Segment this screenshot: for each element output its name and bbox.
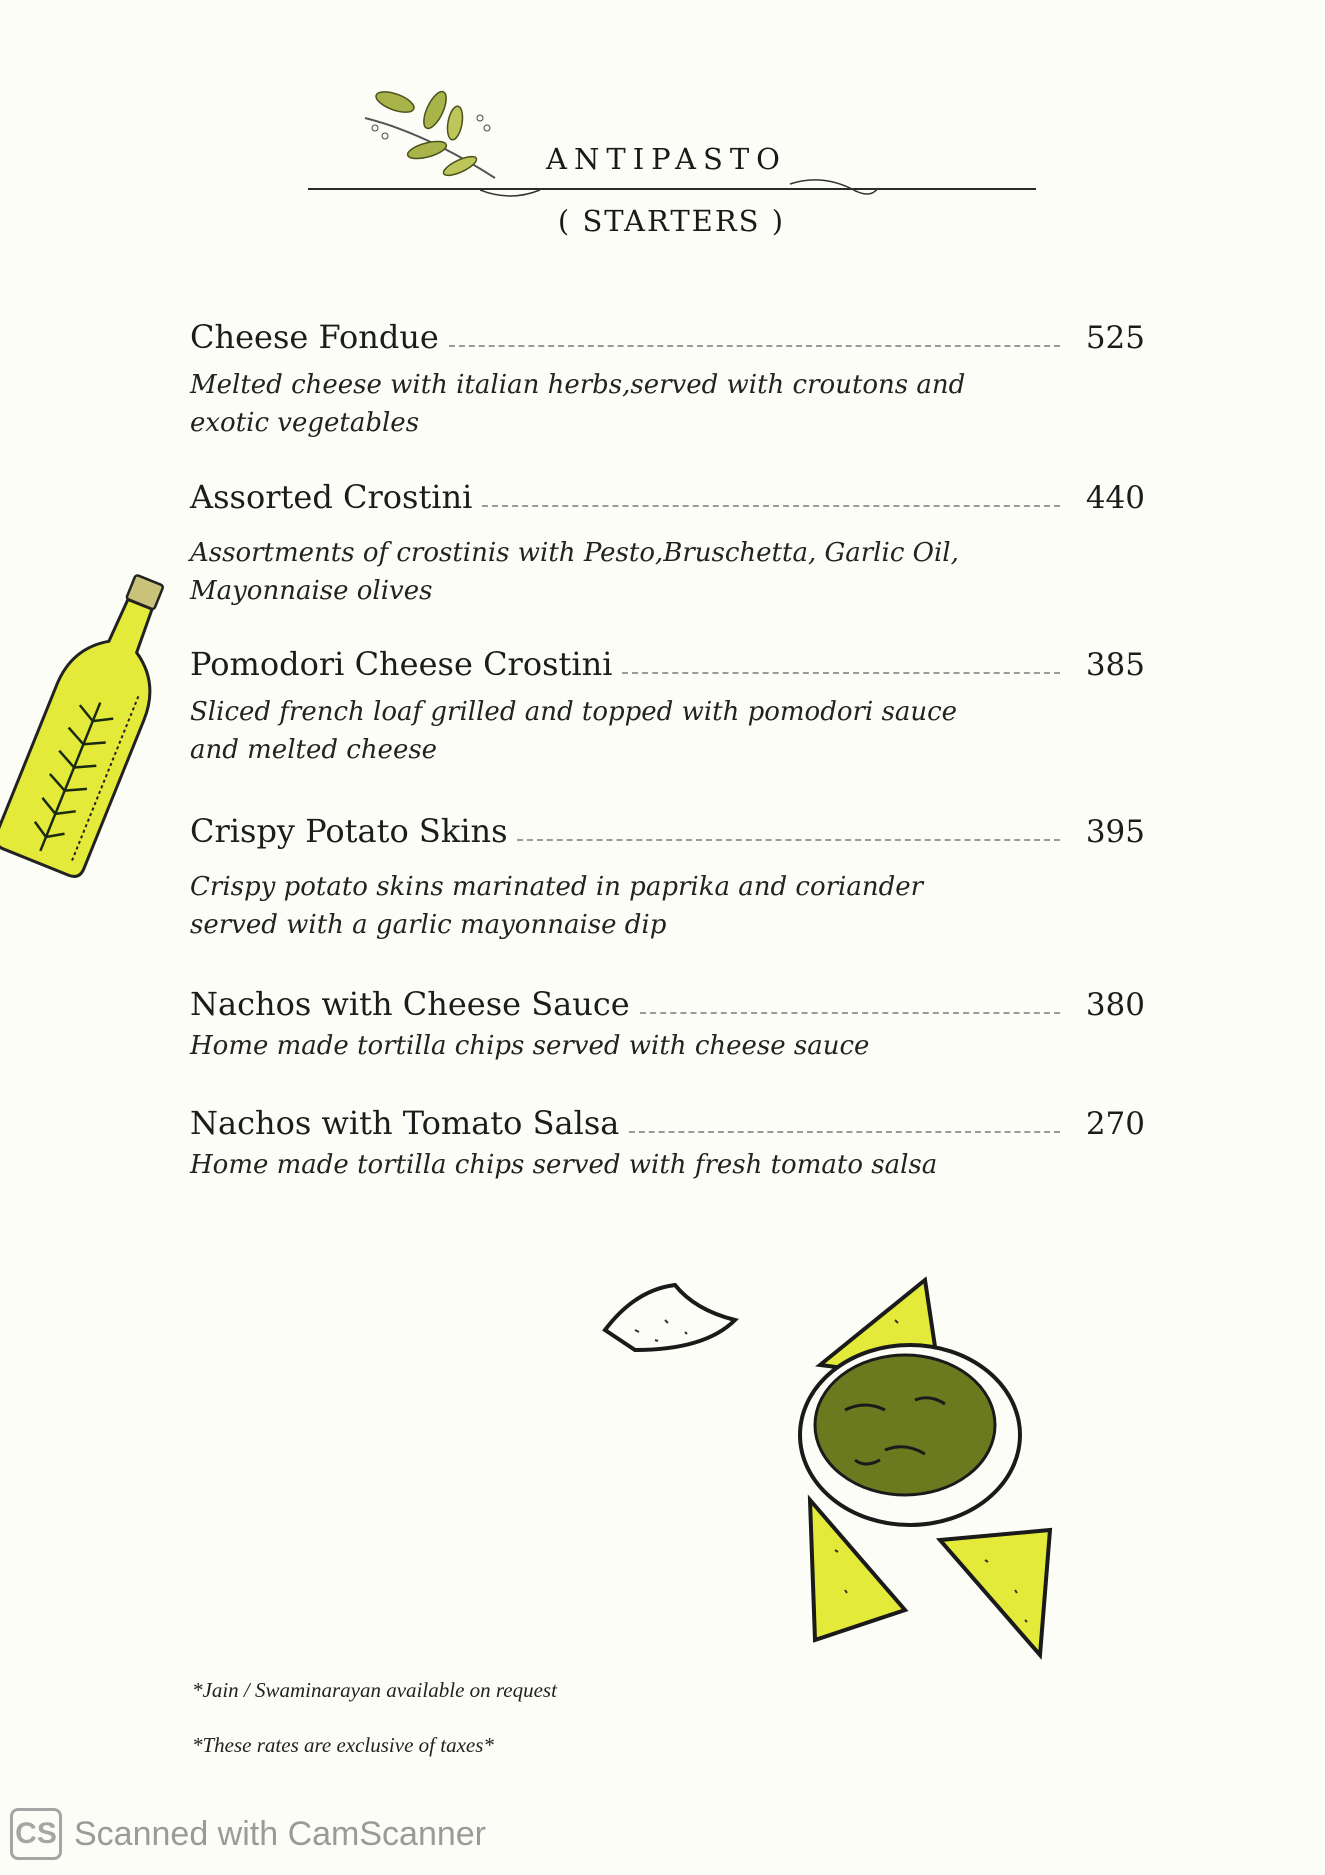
header-divider-flourish [480,172,880,206]
jain-note: *Jain / Swaminarayan available on request [192,1678,557,1702]
menu-item-name: Nachos with Cheese Sauce [190,985,630,1023]
menu-section-title: ANTIPASTO [546,142,787,176]
menu-item-price: 525 [1085,320,1145,356]
menu-item-description: Crispy potato skins marinated in paprika and coriander served with a garlic mayonnaise dip [190,872,924,940]
menu-item-price: 395 [1085,814,1145,850]
menu-item-name: Assorted Crostini [190,478,473,516]
menu-item-price: 270 [1085,1106,1145,1142]
watermark-text: Scanned with CamScanner [74,1814,487,1853]
olive-oil-bottle-icon [0,560,185,880]
menu-item [190,478,1145,610]
dotted-leader [449,345,1060,347]
dotted-leader [482,505,1059,507]
menu-item [190,1104,1145,1184]
menu-item [190,318,1145,442]
dotted-leader [629,1131,1060,1133]
menu-item-description: Home made tortilla chips served with fresh tomato salsa [190,1150,938,1180]
camscanner-logo: CS [10,1808,62,1860]
menu-item-name: Pomodori Cheese Crostini [190,645,613,683]
menu-item-price: 385 [1085,647,1145,683]
menu-item-description: Sliced french loaf grilled and topped with pomodori sauce and melted cheese [190,697,958,765]
menu-item-description: Home made tortilla chips served with cheese sauce [190,1031,870,1061]
menu-item [190,985,1145,1065]
menu-item-price: 440 [1085,480,1145,516]
menu-item-description: Melted cheese with italian herbs,served with croutons and exotic vegetables [190,370,966,438]
tax-note: *These rates are exclusive of taxes* [192,1733,494,1757]
nacho-chips-with-dip-icon [595,1270,1055,1670]
camscanner-watermark [10,1808,486,1860]
menu-section-subtitle: ( STARTERS ) [557,204,786,238]
menu-item-name: Crispy Potato Skins [190,812,508,850]
menu-item-name: Nachos with Tomato Salsa [190,1104,620,1142]
menu-item-name: Cheese Fondue [190,318,439,356]
dotted-leader [622,672,1059,674]
menu-item [190,645,1145,769]
menu-item [190,812,1145,944]
menu-item-price: 380 [1085,987,1145,1023]
menu-item-description: Assortments of crostinis with Pesto,Bruschetta, Garlic Oil, Mayonnaise olives [190,538,959,606]
dotted-leader [517,839,1059,841]
dotted-leader [640,1012,1060,1014]
